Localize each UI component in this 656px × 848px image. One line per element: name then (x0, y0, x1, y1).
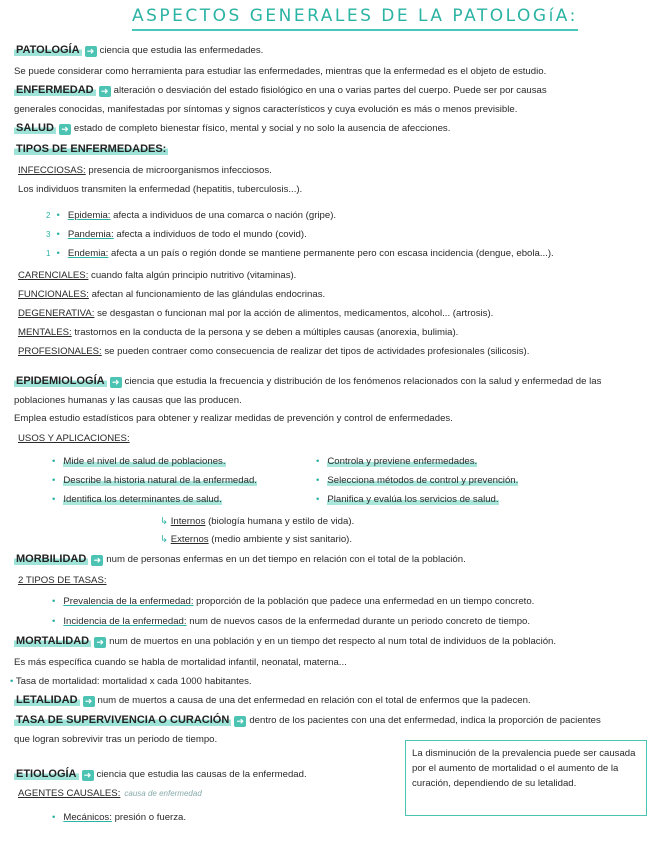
list-item: • Selecciona métodos de control y prevención. (316, 475, 518, 487)
determinante-externo: ↳ Externos (medio ambiente y sist sanitario). (160, 534, 353, 545)
tasas-heading: 2 TIPOS DE TASAS: (18, 575, 107, 586)
list-item: • Prevalencia de la enfermedad: proporción de la población que padece una enfermedad en un tiempo concreto. (52, 596, 534, 608)
funcionales-row: FUNCIONALES: afectan al funcionamiento de las glándulas endocrinas. (18, 289, 326, 300)
mortalidad-row: MORTALIDAD ➜ num de muertos en una población y en un tiempo det respecto al num total de individuos de la población. (16, 635, 557, 647)
arrow-right-icon: ➜ (99, 86, 111, 97)
mentales-row: MENTALES: trastornos en la conducta de la persona y se deben a múltiples causas (anorexia, bulimia). (18, 327, 459, 338)
page-title: ASPECTOS GENERALES DE LA PATOLOGíA: (132, 6, 578, 31)
salud-def: estado de completo bienestar físico, mental y social y no solo la ausencia de afecciones. (73, 123, 451, 134)
carenciales-row: CARENCIALES: cuando falta algún principio nutritivo (vitaminas). (18, 270, 297, 281)
arrow-right-icon: ➜ (234, 716, 246, 727)
tipos-heading: TIPOS DE ENFERMEDADES: (16, 143, 167, 155)
patologia-row (14, 44, 263, 57)
infecciosas-text: presencia de microorganismos infecciosos. (88, 165, 272, 176)
letalidad-row: LETALIDAD ➜ num de muertos a causa de una det enfermedad en relación con el total de enfermos que la padecen. (16, 694, 531, 706)
profesionales-row: PROFESIONALES: se pueden contraer como consecuencia de realizar det tipos de actividades profesionales (silicosis). (18, 346, 530, 357)
usos-heading: USOS Y APLICACIONES: (18, 433, 130, 444)
etiologia-row: ETIOLOGÍA ➜ ciencia que estudia las causas de la enfermedad. (16, 768, 307, 780)
arrow-right-icon: ➜ (91, 555, 103, 566)
patologia-line2: Se puede considerar como herramienta para estudiar las enfermedades, mientras que la enfermedad es el objeto de estudio. (14, 66, 547, 77)
mortalidad-line2: Es más específica cuando se habla de mortalidad infantil, neonatal, materna... (14, 657, 347, 668)
salud-row (14, 122, 450, 135)
epidemiologia-line3: Emplea estudio estadísticos para obtener y realizar medidas de prevención y control de enfermedades. (14, 413, 453, 424)
agentes-row: AGENTES CAUSALES: causa de enfermedad (18, 788, 202, 799)
determinante-interno: ↳ Internos (biología humana y estilo de vida). (160, 516, 355, 527)
corner-arrow-icon: ↳ (160, 516, 169, 527)
corner-arrow-icon: ↳ (160, 534, 169, 545)
supervivencia-row: TASA DE SUPERVIVENCIA O CURACIÓN ➜ dentro de los pacientes con una det enfermedad, indica la proporción de pacientes (16, 714, 601, 726)
infecciosas-label: INFECCIOSAS: (18, 165, 86, 176)
infecciosas-row (18, 165, 272, 177)
note-box: La disminución de la prevalencia puede ser causada por el aumento de mortalidad o el aumento de la curación, dependiendo de su letalidad. (405, 740, 647, 816)
list-item: • Incidencia de la enfermedad: num de nuevos casos de la enfermedad durante un periodo concreto de tiempo. (52, 616, 530, 628)
list-item: • Controla y previene enfermedades. (316, 456, 477, 468)
enfermedad-row (14, 84, 547, 97)
patologia-def: ciencia que estudia las enfermedades. (99, 45, 264, 56)
handwritten-note: causa de enfermedad (124, 789, 202, 798)
epidemiologia-line2: poblaciones humanas y las causas que las producen. (14, 395, 242, 406)
arrow-right-icon: ➜ (83, 696, 95, 707)
supervivencia-line2: que logran sobrevivir tras un periodo de tiempo. (14, 734, 218, 745)
enfermedad-def: alteración o desviación del estado fisiológico en una o varias partes del cuerpo. Puede ser por causas (113, 85, 547, 96)
arrow-right-icon: ➜ (110, 377, 122, 388)
arrow-right-icon: ➜ (59, 124, 71, 135)
arrow-right-icon: ➜ (94, 637, 106, 648)
term-enfermedad: ENFERMEDAD (16, 84, 94, 96)
list-item: 1• Endemia: afecta a un país o región donde se mantiene permanente pero con escasa incidencia (dengue, ebola...). (46, 248, 554, 260)
list-item: • Describe la historia natural de la enfermedad. (52, 475, 257, 487)
morbilidad-row: MORBILIDAD ➜ num de personas enfermas en un det tiempo en relación con el total de la población. (16, 553, 466, 565)
epidemiologia-row: EPIDEMIOLOGÍA ➜ ciencia que estudia la frecuencia y distribución de los fenómenos relacionados con la salud y enfermedad de las (16, 375, 602, 387)
enfermedad-line2: generales conocidas, manifestadas por síntomas y signos característicos y cuya evolución es más o menos previsible. (14, 104, 518, 115)
term-patologia: PATOLOGÍA (16, 44, 80, 56)
list-item: 3• Pandemia: afecta a individuos de todo el mundo (covid). (46, 229, 307, 241)
list-item: • Mide el nivel de salud de poblaciones. (52, 456, 226, 468)
arrow-right-icon: ➜ (85, 46, 97, 57)
list-item: • Identifica los determinantes de salud. (52, 494, 222, 506)
list-item: • Mecánicos: presión o fuerza. (52, 812, 186, 824)
degenerativa-row: DEGENERATIVA: se desgastan o funcionan mal por la acción de alimentos, medicamentos, alcohol... (artrosis). (18, 308, 494, 319)
infecciosas-line2: Los individuos transmiten la enfermedad (hepatitis, tuberculosis...). (18, 184, 303, 195)
mortalidad-line3: • Tasa de mortalidad: mortalidad x cada 1000 habitantes. (10, 676, 252, 687)
arrow-right-icon: ➜ (82, 770, 94, 781)
list-item: 2• Epidemia: afecta a individuos de una comarca o nación (gripe). (46, 210, 336, 222)
term-salud: SALUD (16, 122, 54, 134)
list-item: • Planifica y evalúa los servicios de salud. (316, 494, 499, 506)
